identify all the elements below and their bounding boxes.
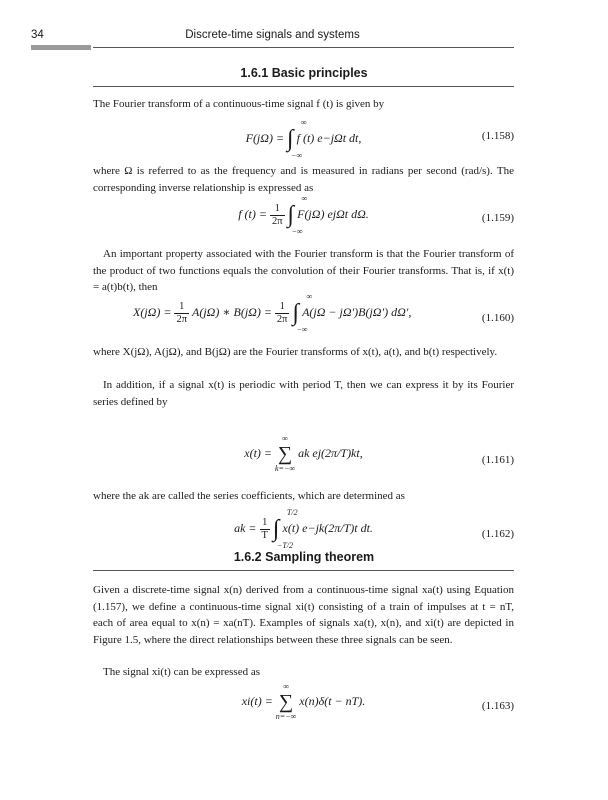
equation-number: (1.161) xyxy=(481,454,514,466)
equation-1-163 xyxy=(93,682,514,726)
eq-lhs: F(jΩ) = xyxy=(245,130,288,145)
eq-rhs: A(jΩ − jΩ′)B(jΩ′) dΩ′, xyxy=(302,304,412,319)
section-rule xyxy=(93,570,514,571)
section-heading-basic-principles: 1.6.1 Basic principles xyxy=(240,66,368,80)
fraction: $\frac{1}{2\pi}$ xyxy=(271,202,283,227)
equation-1-162 xyxy=(93,510,514,554)
eq-rhs: x(t) e−jk(2π/T)t dt. xyxy=(282,520,373,535)
integral-sign: ∫ T/2 −T/2 xyxy=(272,508,298,550)
paragraph: where Ω is referred to as the frequency and is measured in radians per second (rad/s). The corresponding inverse relationship is expressed as xyxy=(93,165,514,194)
integral-sign: ∫ ∞ −∞ xyxy=(292,292,313,334)
section-heading-sampling-theorem: 1.6.2 Sampling theorem xyxy=(233,550,375,564)
equation-number: (1.160) xyxy=(481,312,514,324)
integral-sign: ∫ ∞ −∞ xyxy=(287,194,308,236)
eq-lhs: X(jΩ) = xyxy=(133,304,175,319)
paragraph: The Fourier transform of a continuous-time signal f (t) is given by xyxy=(93,98,385,110)
equation-number: (1.158) xyxy=(481,130,514,142)
equation-number: (1.163) xyxy=(481,700,514,712)
eq-rhs: f (t) e−jΩt dt, xyxy=(296,130,362,145)
eq-lhs: x(t) = xyxy=(244,445,275,460)
fraction: $\frac{1}{T}$ xyxy=(261,516,268,541)
equation-1-161 xyxy=(93,434,514,478)
equation-number: (1.162) xyxy=(481,528,514,540)
summation-sign: ∞ ∑ k=−∞ xyxy=(275,434,296,473)
paragraph: An important property associated with the Fourier transform is that the Fourier transform of the product of two functions equals the convolution of their Fourier transforms. That is, if x(t) = a(t)b(t), then xyxy=(93,248,514,293)
paragraph: Given a discrete-time signal x(n) derived from a continuous-time signal xa(t) using Equation (1.157), we define a continuous-time signal xi(t) consisting of a train of impulses at t = nT, each of area equal to x(n) = xa(nT). Examples of signals xa(t), x(n), and xi(t) are depicted in Figure 1.5, where the direct relationships between these three signals can be seen. xyxy=(93,584,514,646)
eq-rhs: ak ej(2π/T)kt, xyxy=(298,445,363,460)
summation-sign: ∞ ∑ n=−∞ xyxy=(275,682,297,721)
paragraph: The signal xi(t) can be expressed as xyxy=(103,666,260,678)
running-title: Discrete-time signals and systems xyxy=(185,29,360,41)
integral-sign: ∫ ∞ −∞ xyxy=(287,118,307,160)
fraction: $\frac{1}{2\pi}$ xyxy=(276,300,288,325)
eq-lhs: f (t) = xyxy=(238,206,270,221)
equation-1-159 xyxy=(93,194,514,244)
fraction: $\frac{1}{2\pi}$ xyxy=(176,300,187,325)
equation-number: (1.159) xyxy=(481,212,514,224)
paragraph: In addition, if a signal x(t) is periodic with period T, then we can express it by its Fourier series defined by xyxy=(93,379,514,408)
equation-1-160 xyxy=(93,292,514,344)
eq-lhs: xi(t) = xyxy=(241,693,276,708)
paragraph: where X(jΩ), A(jΩ), and B(jΩ) are the Fourier transforms of x(t), a(t), and b(t) respectively. xyxy=(93,346,498,358)
section-rule xyxy=(93,86,514,87)
paragraph: where the ak are called the series coefficients, which are determined as xyxy=(93,490,405,502)
equation-1-158 xyxy=(93,118,514,162)
header-accent-bar xyxy=(31,45,91,50)
eq-mid: A(jΩ) ∗ B(jΩ) = xyxy=(192,304,275,319)
eq-rhs: x(n)δ(t − nT). xyxy=(299,693,366,708)
header-rule xyxy=(93,47,514,48)
page-header xyxy=(31,29,514,47)
eq-rhs: F(jΩ) ejΩt dΩ. xyxy=(297,206,369,221)
page-number: 34 xyxy=(31,29,44,41)
eq-lhs: ak = xyxy=(234,520,260,535)
